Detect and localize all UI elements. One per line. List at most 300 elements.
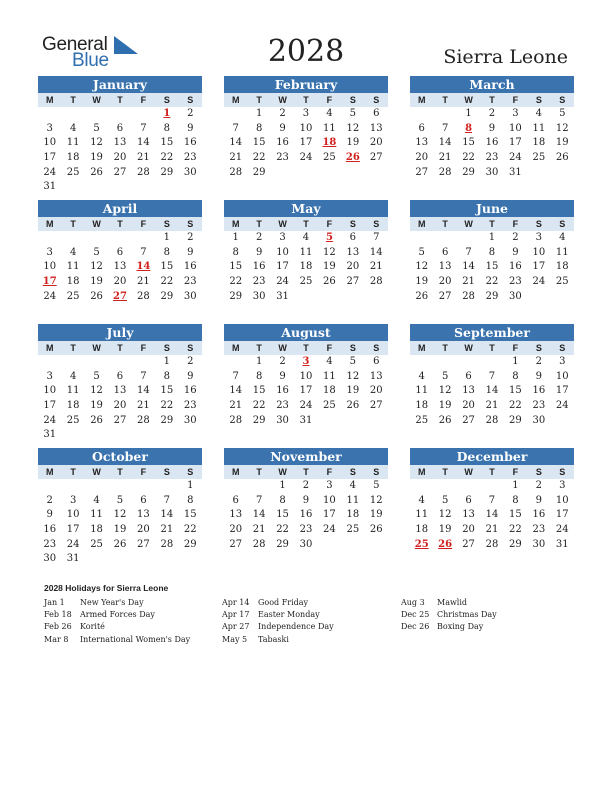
day: 24	[509, 152, 522, 164]
empty-day	[38, 479, 61, 494]
day: 16	[183, 385, 197, 397]
day: 2	[46, 494, 53, 506]
day: 7	[140, 370, 147, 382]
holiday-item	[44, 598, 190, 610]
day: 22	[160, 152, 174, 164]
day: 20	[369, 137, 383, 149]
day: 17	[299, 137, 313, 149]
empty-day	[85, 231, 108, 246]
day: 26	[346, 400, 360, 412]
day: 28	[137, 290, 150, 302]
weekday-label: S	[551, 93, 574, 107]
weekday-label: W	[457, 217, 480, 231]
day: 5	[441, 494, 449, 506]
day: 10	[43, 137, 57, 149]
day: 12	[555, 122, 569, 134]
holiday-name: Korité	[80, 622, 105, 632]
month-days	[410, 465, 574, 552]
day: 4	[418, 494, 425, 506]
holiday-date: Mar 8	[44, 634, 69, 644]
day: 31	[299, 414, 313, 426]
weekday-label: W	[271, 341, 294, 355]
day: 16	[532, 509, 546, 521]
holiday-day: 26	[438, 538, 453, 550]
month-days	[410, 93, 574, 180]
month-days	[224, 341, 388, 428]
weekday-label: M	[38, 217, 61, 231]
day: 1	[232, 232, 239, 243]
day: 7	[373, 232, 380, 243]
day: 3	[559, 480, 566, 491]
day: 2	[187, 108, 194, 119]
weekday-label: T	[61, 93, 84, 107]
day: 8	[512, 494, 519, 506]
day: 20	[462, 524, 475, 536]
day: 12	[323, 246, 336, 258]
day: 6	[140, 494, 147, 506]
day: 19	[90, 400, 103, 412]
day: 30	[532, 414, 546, 426]
weekday-label: F	[132, 465, 155, 479]
month-title: October	[38, 448, 202, 465]
day: 13	[137, 509, 150, 521]
weekday-label: T	[480, 93, 503, 107]
day: 19	[346, 385, 360, 397]
weekday-label: T	[433, 465, 456, 479]
day: 19	[90, 152, 103, 164]
month-title: June	[410, 200, 574, 217]
weekday-label: F	[318, 341, 341, 355]
empty-day	[85, 479, 108, 494]
weekday-label: F	[132, 341, 155, 355]
month-february	[224, 76, 388, 180]
holiday-date: Feb 18	[44, 610, 72, 620]
day: 22	[509, 400, 522, 412]
weekday-label: W	[85, 465, 108, 479]
day: 23	[43, 538, 57, 550]
month-title: March	[410, 76, 574, 93]
day: 13	[415, 137, 429, 149]
day: 26	[90, 414, 103, 426]
day: 17	[276, 261, 289, 273]
month-days	[224, 217, 388, 304]
day: 25	[346, 524, 360, 536]
holiday-name: Good Friday	[258, 598, 309, 607]
day: 23	[183, 276, 197, 288]
day: 26	[369, 524, 383, 536]
day: 14	[485, 509, 499, 521]
brand-logo	[42, 34, 142, 70]
day: 24	[299, 400, 313, 412]
day: 19	[323, 261, 336, 273]
weekday-label: W	[85, 217, 108, 231]
day: 26	[323, 276, 336, 288]
day: 25	[532, 152, 546, 164]
day: 6	[418, 122, 425, 134]
day: 17	[532, 261, 546, 273]
day: 22	[462, 152, 475, 164]
month-july	[38, 324, 202, 443]
empty-day	[61, 231, 84, 246]
day: 17	[299, 385, 313, 397]
day: 28	[438, 166, 452, 178]
day: 19	[555, 137, 569, 149]
holiday-date: Apr 17	[222, 610, 250, 620]
day: 10	[43, 385, 57, 397]
day: 16	[183, 261, 197, 273]
day: 6	[465, 494, 472, 506]
weekday-label: M	[410, 217, 433, 231]
holiday-day: 5	[325, 232, 333, 243]
day: 30	[532, 538, 546, 550]
day: 7	[441, 122, 449, 134]
holiday-date: May 5	[222, 634, 248, 644]
weekday-label: T	[433, 341, 456, 355]
empty-day	[38, 231, 61, 246]
empty-day	[108, 107, 131, 122]
weekday-label: W	[457, 93, 480, 107]
month-september	[410, 324, 574, 428]
day: 6	[116, 122, 124, 134]
day: 3	[326, 480, 333, 491]
month-days	[224, 465, 388, 552]
day: 20	[462, 400, 475, 412]
day: 9	[187, 246, 194, 258]
month-november	[224, 448, 388, 552]
holiday-name: Armed Forces Day	[80, 610, 155, 620]
empty-day	[457, 231, 480, 246]
day: 16	[276, 385, 289, 397]
day: 10	[555, 370, 569, 382]
day: 7	[140, 246, 147, 258]
weekday-label: T	[61, 341, 84, 355]
day: 6	[232, 494, 239, 506]
empty-day	[132, 107, 155, 122]
weekday-label: M	[410, 93, 433, 107]
day: 8	[187, 494, 194, 506]
day: 22	[229, 276, 243, 288]
month-august	[224, 324, 388, 428]
month-days	[38, 217, 202, 304]
day: 18	[532, 137, 546, 149]
day: 16	[183, 137, 197, 149]
day: 13	[113, 385, 127, 397]
day: 20	[229, 524, 243, 536]
day: 30	[485, 166, 499, 178]
day: 21	[438, 152, 452, 164]
day: 7	[232, 122, 239, 134]
empty-day	[433, 479, 456, 494]
holiday-date: Dec 26	[401, 622, 430, 632]
empty-day	[480, 479, 503, 494]
month-days	[38, 93, 202, 195]
day: 30	[43, 553, 57, 565]
day: 11	[532, 122, 546, 134]
day: 10	[299, 370, 313, 382]
weekday-label: S	[155, 93, 178, 107]
day: 2	[535, 356, 543, 367]
day: 6	[373, 108, 380, 119]
month-title: December	[410, 448, 574, 465]
day: 10	[509, 122, 522, 134]
day: 30	[183, 414, 197, 426]
day: 13	[462, 509, 475, 521]
day: 15	[276, 509, 289, 521]
day: 10	[66, 509, 80, 521]
day: 17	[323, 509, 336, 521]
month-january	[38, 76, 202, 195]
weekday-label: S	[179, 341, 202, 355]
day: 27	[415, 166, 429, 178]
month-title: July	[38, 324, 202, 341]
day: 29	[276, 538, 289, 550]
weekday-label: S	[527, 341, 550, 355]
day: 15	[509, 509, 522, 521]
day: 1	[255, 356, 263, 367]
day: 31	[276, 290, 289, 302]
day: 15	[462, 137, 475, 149]
weekday-label: S	[551, 341, 574, 355]
day: 22	[160, 276, 174, 288]
day: 27	[369, 400, 383, 412]
day: 25	[66, 290, 80, 302]
empty-day	[247, 479, 270, 494]
weekday-label: T	[108, 341, 131, 355]
day: 26	[555, 152, 569, 164]
day: 11	[66, 385, 80, 397]
weekday-label: T	[294, 93, 317, 107]
month-title: November	[224, 448, 388, 465]
day: 4	[93, 494, 100, 506]
holiday-name: Mawlid	[437, 598, 468, 607]
day: 3	[69, 494, 77, 506]
day: 23	[532, 524, 546, 536]
empty-day	[224, 479, 247, 494]
weekday-label: S	[179, 217, 202, 231]
weekday-label: T	[480, 217, 503, 231]
month-title: February	[224, 76, 388, 93]
weekday-label: S	[365, 341, 388, 355]
day: 29	[160, 166, 174, 178]
day: 13	[229, 509, 243, 521]
weekday-label: F	[318, 465, 341, 479]
day: 7	[488, 494, 496, 506]
day: 18	[555, 261, 569, 273]
day: 20	[346, 261, 360, 273]
day: 4	[326, 356, 333, 367]
day: 8	[512, 370, 519, 382]
weekday-label: F	[504, 465, 527, 479]
day: 7	[163, 494, 171, 506]
day: 21	[137, 276, 150, 288]
weekday-label: W	[85, 93, 108, 107]
weekday-label: S	[341, 93, 364, 107]
day: 5	[418, 246, 425, 258]
weekday-label: S	[341, 341, 364, 355]
empty-day	[457, 479, 480, 494]
day: 14	[485, 385, 499, 397]
holiday-day: 3	[302, 356, 310, 367]
weekday-label: T	[247, 217, 270, 231]
day: 25	[323, 400, 336, 412]
day: 7	[488, 370, 496, 382]
day: 13	[369, 122, 383, 134]
day: 15	[229, 261, 243, 273]
day: 11	[555, 246, 569, 258]
day: 27	[369, 152, 383, 164]
day: 11	[323, 370, 336, 382]
day: 27	[113, 166, 127, 178]
day: 24	[43, 166, 57, 178]
day: 21	[229, 400, 243, 412]
day: 26	[113, 538, 127, 550]
day: 5	[373, 480, 380, 491]
empty-day	[480, 355, 503, 370]
day: 6	[116, 246, 124, 258]
day: 15	[160, 261, 174, 273]
weekday-label: W	[271, 93, 294, 107]
day: 4	[349, 480, 357, 491]
day: 23	[183, 152, 197, 164]
weekday-label: S	[551, 465, 574, 479]
day: 16	[509, 261, 522, 273]
holiday-item	[222, 610, 334, 622]
holiday-date: Jan 1	[44, 598, 65, 607]
day: 28	[137, 166, 150, 178]
day: 4	[326, 108, 333, 119]
holiday-day: 14	[136, 261, 151, 273]
day: 10	[276, 246, 289, 258]
day: 25	[555, 276, 569, 288]
weekday-label: W	[271, 217, 294, 231]
day: 31	[43, 181, 57, 193]
day: 4	[69, 246, 77, 258]
day: 21	[252, 524, 266, 536]
weekday-label: T	[61, 465, 84, 479]
month-days	[410, 341, 574, 428]
day: 24	[555, 400, 569, 412]
day: 1	[512, 480, 519, 491]
day: 13	[462, 385, 475, 397]
weekday-label: M	[38, 465, 61, 479]
holiday-item	[44, 610, 190, 622]
day: 30	[509, 290, 522, 302]
day: 1	[279, 480, 286, 491]
day: 28	[229, 166, 243, 178]
day: 3	[535, 232, 543, 243]
day: 8	[163, 122, 171, 134]
empty-day	[224, 355, 247, 370]
day: 11	[415, 385, 429, 397]
day: 5	[441, 370, 449, 382]
day: 14	[438, 137, 452, 149]
holiday-list-1	[44, 598, 190, 647]
day: 4	[535, 108, 543, 119]
day: 31	[509, 166, 522, 178]
empty-day	[132, 355, 155, 370]
day: 19	[438, 524, 452, 536]
day: 13	[369, 370, 383, 382]
holiday-item	[401, 622, 497, 634]
month-title: August	[224, 324, 388, 341]
day: 28	[369, 276, 383, 288]
day: 28	[485, 414, 499, 426]
weekday-label: S	[179, 465, 202, 479]
day: 8	[488, 246, 496, 258]
day: 9	[279, 122, 286, 134]
day: 13	[113, 137, 127, 149]
empty-day	[457, 355, 480, 370]
empty-day	[61, 107, 84, 122]
holiday-item	[222, 622, 334, 634]
day: 21	[485, 400, 499, 412]
day: 9	[535, 494, 543, 506]
day: 1	[163, 232, 171, 243]
day: 10	[43, 261, 57, 273]
day: 26	[90, 290, 103, 302]
day: 18	[323, 385, 336, 397]
day: 17	[555, 509, 569, 521]
day: 23	[183, 400, 197, 412]
empty-day	[61, 355, 84, 370]
day: 14	[229, 385, 243, 397]
weekday-label: F	[132, 217, 155, 231]
day: 29	[160, 414, 174, 426]
day: 12	[346, 370, 360, 382]
day: 6	[441, 246, 449, 258]
day: 21	[462, 276, 475, 288]
day: 10	[532, 246, 546, 258]
day: 29	[485, 290, 499, 302]
weekday-label: M	[224, 93, 247, 107]
day: 7	[465, 246, 472, 258]
day: 23	[276, 152, 289, 164]
month-days	[38, 341, 202, 443]
empty-day	[410, 107, 433, 122]
day: 19	[369, 509, 383, 521]
empty-day	[433, 231, 456, 246]
weekday-label: W	[457, 341, 480, 355]
day: 16	[276, 137, 289, 149]
day: 12	[438, 509, 452, 521]
weekday-label: F	[504, 217, 527, 231]
month-march	[410, 76, 574, 180]
day: 29	[509, 414, 522, 426]
day: 5	[349, 356, 357, 367]
day: 20	[113, 152, 127, 164]
day: 12	[90, 137, 103, 149]
day: 2	[187, 356, 194, 367]
month-june	[410, 200, 574, 304]
day: 6	[373, 356, 380, 367]
day: 14	[252, 509, 266, 521]
weekday-label: T	[247, 341, 270, 355]
day: 26	[90, 166, 103, 178]
empty-day	[108, 479, 131, 494]
empty-day	[108, 355, 131, 370]
weekday-label: W	[271, 465, 294, 479]
day: 8	[163, 370, 171, 382]
day: 19	[415, 276, 429, 288]
empty-day	[61, 479, 84, 494]
day: 25	[415, 414, 429, 426]
weekday-label: T	[61, 217, 84, 231]
day: 24	[43, 414, 57, 426]
holiday-day: 26	[345, 152, 360, 164]
day: 20	[113, 276, 127, 288]
month-december	[410, 448, 574, 552]
weekday-label: M	[224, 465, 247, 479]
